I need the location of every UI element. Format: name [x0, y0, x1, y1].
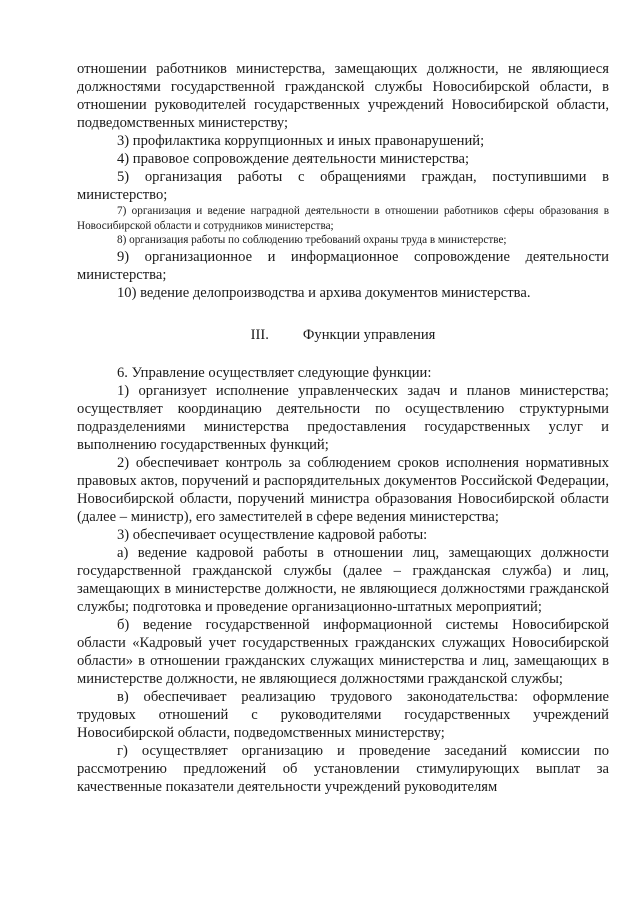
section-gap — [77, 344, 609, 364]
paragraph: 4) правовое сопровождение деятельности министерства; — [117, 151, 470, 167]
section-heading — [77, 326, 609, 344]
paragraph: 9) организационное и информационное сопровождение деятельности министерства; — [77, 248, 609, 283]
paragraph: 5) организация работы с обращениями граждан, поступившими в министерство; — [77, 169, 609, 203]
paragraphs-bottom — [77, 364, 609, 796]
paragraph: 3) профилактика коррупционных и иных правонарушений; — [117, 133, 485, 149]
paragraph: 8) организация работы по соблюдению требований охраны труда в министерстве; — [117, 234, 507, 246]
paragraph: а) ведение кадровой работы в отношении лиц, замещающих должности государственной гражданской службы (далее – гражданская служба) и лиц, замещающих в министерстве должности, не являющиеся должностями гражданской службы; подготовка и проведение организационно-штатных мероприятий; — [77, 544, 609, 615]
paragraph: отношении работников министерства, замещающих должности, не являющиеся должностями государственной гражданской службы Новосибирской области, в отношении руководителей государственных учреждений Новосибирской области, подведомственных министерству; — [77, 61, 609, 131]
paragraph: г) осуществляет организацию и проведение заседаний комиссии по рассмотрению предложений об установлении стимулирующих выплат за качественные показатели деятельности учреждений руководителям — [77, 742, 609, 795]
paragraph: 2) обеспечивает контроль за соблюдением сроков исполнения нормативных правовых актов, поручений и распорядительных документов Российской Федерации, Новосибирской области, поручений министра образования Новосибирской области (далее – министр), его заместителей в сфере ведения министерства; — [77, 454, 609, 525]
paragraph: 1) организует исполнение управленческих задач и планов министерства; осуществляет координацию деятельности по осуществлению структурными подразделениями министерства предоставления государственных услуг и выполнению государственных функций; — [77, 382, 609, 453]
paragraph: 3) обеспечивает осуществление кадровой работы: — [117, 526, 428, 543]
paragraph: 7) организация и ведение наградной деятельности в отношении работников сферы образования в Новосибирской области и сотрудников министерства; — [77, 205, 609, 232]
paragraph: 6. Управление осуществляет следующие функции: — [117, 364, 432, 381]
section-title: Функции управления — [302, 326, 436, 343]
paragraph: 10) ведение делопроизводства и архива документов министерства. — [117, 284, 531, 301]
paragraph: б) ведение государственной информационной системы Новосибирской области «Кадровый учет государственных гражданских служащих Новосибирской области» в отношении гражданских служащих министерства и лиц, замещающих в министерстве должности, не являющиеся должностями гражданской службы; — [77, 616, 609, 687]
section-number: III. — [250, 326, 269, 343]
paragraph: в) обеспечивает реализацию трудового законодательства: оформление трудовых отношений с руководителями государственных учреждений Новосибирской области, подведомственных министерству; — [77, 688, 609, 741]
document-body — [77, 60, 609, 796]
paragraphs-top — [77, 60, 609, 302]
